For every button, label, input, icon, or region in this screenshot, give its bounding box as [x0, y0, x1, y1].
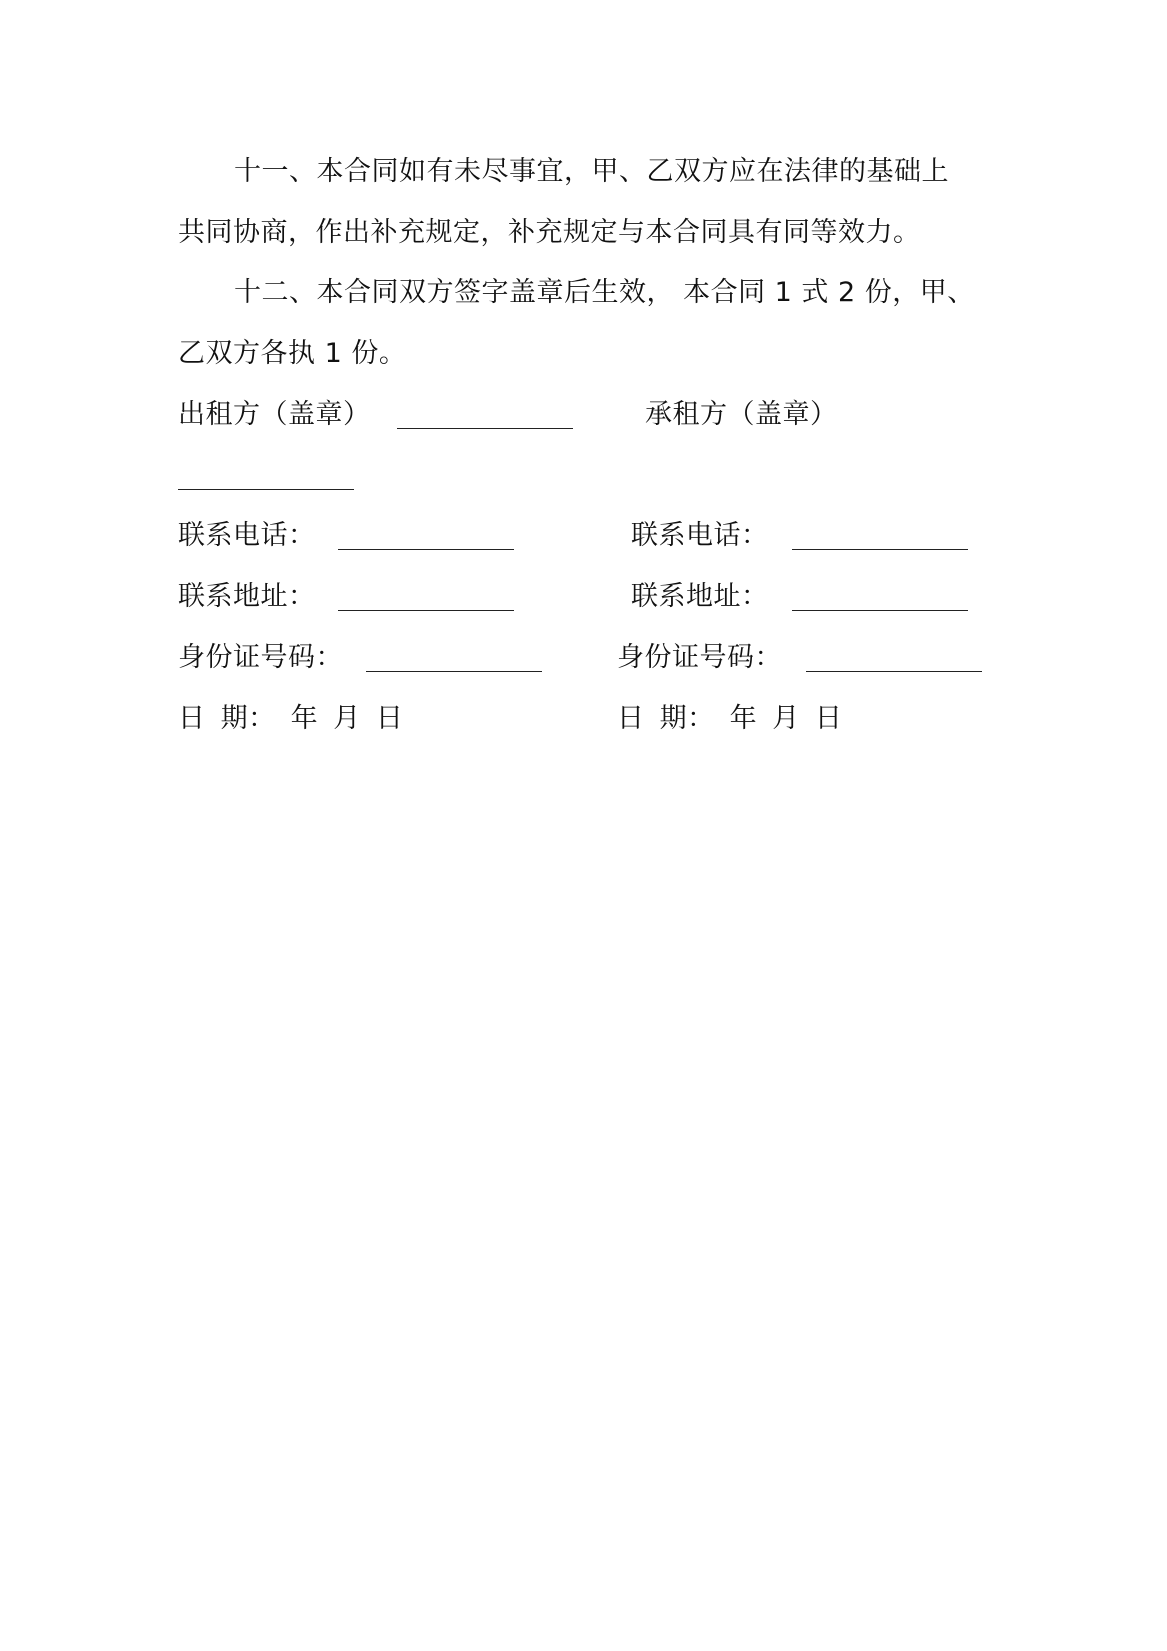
lessor-address-blank[interactable] [338, 610, 514, 611]
lessor-seal-blank[interactable] [397, 428, 573, 429]
lessee-address-label: 联系地址： [631, 581, 769, 612]
lessor-phone-blank[interactable] [338, 549, 514, 550]
lessor-seal-label: 出租方（盖章） [178, 399, 371, 430]
lessee-phone-label: 联系电话： [631, 520, 769, 551]
clause-12-line-2: 乙双方各执 1 份。 [178, 338, 407, 369]
clause-11-line-2: 共同协商，作出补充规定，补充规定与本合同具有同等效力。 [178, 217, 921, 248]
lessee-date-label: 日 期： 年 月 日 [617, 703, 843, 734]
lessor-address-label: 联系地址： [178, 581, 316, 612]
lessee-address-blank[interactable] [792, 610, 968, 611]
lessee-seal-blank[interactable] [178, 489, 354, 490]
lessor-phone-label: 联系电话： [178, 520, 316, 551]
lessor-id-blank[interactable] [366, 671, 542, 672]
clause-12-line-1: 十二、本合同双方签字盖章后生效， 本合同 1 式 2 份，甲、 [234, 277, 975, 308]
lessor-id-label: 身份证号码： [178, 642, 343, 673]
lessee-id-blank[interactable] [806, 671, 982, 672]
lessee-seal-label: 承租方（盖章） [645, 399, 838, 430]
lessee-id-label: 身份证号码： [617, 642, 782, 673]
lessee-phone-blank[interactable] [792, 549, 968, 550]
lessor-date-label: 日 期： 年 月 日 [178, 703, 404, 734]
clause-11-line-1: 十一、本合同如有未尽事宜，甲、乙双方应在法律的基础上 [234, 156, 949, 187]
